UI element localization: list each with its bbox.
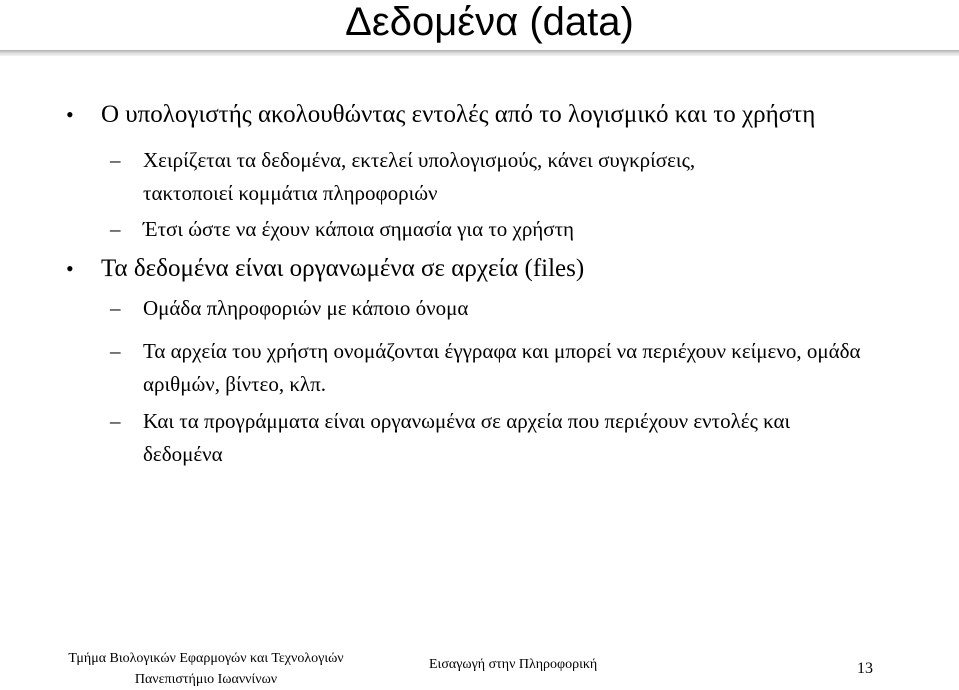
bullet-dot-icon: • (66, 102, 74, 127)
bullet-1-sub-2 (0, 213, 903, 246)
slide-title: Δεδομένα (data) (345, 0, 634, 44)
footer-department: Τμήμα Βιολογικών Εφαρμογών και Τεχνολογιών (68, 651, 344, 666)
bullet-2-sub-3 (0, 405, 903, 471)
dash-icon: – (110, 409, 121, 433)
bullet-2-sub-3-text: Και τα προγράμματα είναι οργανωμένα σε αρχεία που περιέχουν εντολές και δεδομένα (143, 409, 791, 466)
bullet-1-sub-1 (0, 144, 903, 210)
bullet-1-text: Ο υπολογιστής ακολουθώντας εντολές από το λογισμικό και το χρήστη (101, 101, 816, 128)
title-divider (0, 50, 959, 56)
bullet-2-sub-1-text: Ομάδα πληροφοριών με κάποιο όνομα (143, 296, 469, 320)
bullet-2-sub-2-text: Τα αρχεία του χρήστη ονομάζονται έγγραφα και μπορεί να περιέχουν κείμενο, ομάδα αριθμών, βίντεο, κλπ. (143, 339, 861, 396)
slide-content (0, 96, 959, 471)
bullet-2 (0, 250, 941, 288)
bullet-2-sub-1 (0, 292, 903, 325)
bullet-2-sub-2 (0, 335, 903, 401)
footer-university: Πανεπιστήμιο Ιωαννίνων (134, 672, 278, 687)
bullet-1-sub-1-text: Χειρίζεται τα δεδομένα, εκτελεί υπολογισμούς, κάνει συγκρίσεις, τακτοποιεί κομμάτια πληροφοριών (143, 148, 696, 205)
dash-icon: – (110, 217, 121, 241)
dash-icon: – (110, 296, 121, 320)
footer-institution (36, 648, 376, 690)
bullet-1 (0, 96, 941, 134)
dash-icon: – (110, 148, 121, 172)
bullet-1-sub-2-text: Έτσι ώστε να έχουν κάποια σημασία για το χρήστη (143, 217, 575, 241)
page-number: 13 (857, 660, 873, 677)
bullet-2-text: Τα δεδομένα είναι οργανωμένα σε αρχεία (files) (101, 255, 585, 282)
bullet-dot-icon: • (66, 256, 74, 281)
dash-icon: – (110, 339, 121, 363)
footer-course: Εισαγωγή στην Πληροφορική (429, 657, 598, 672)
